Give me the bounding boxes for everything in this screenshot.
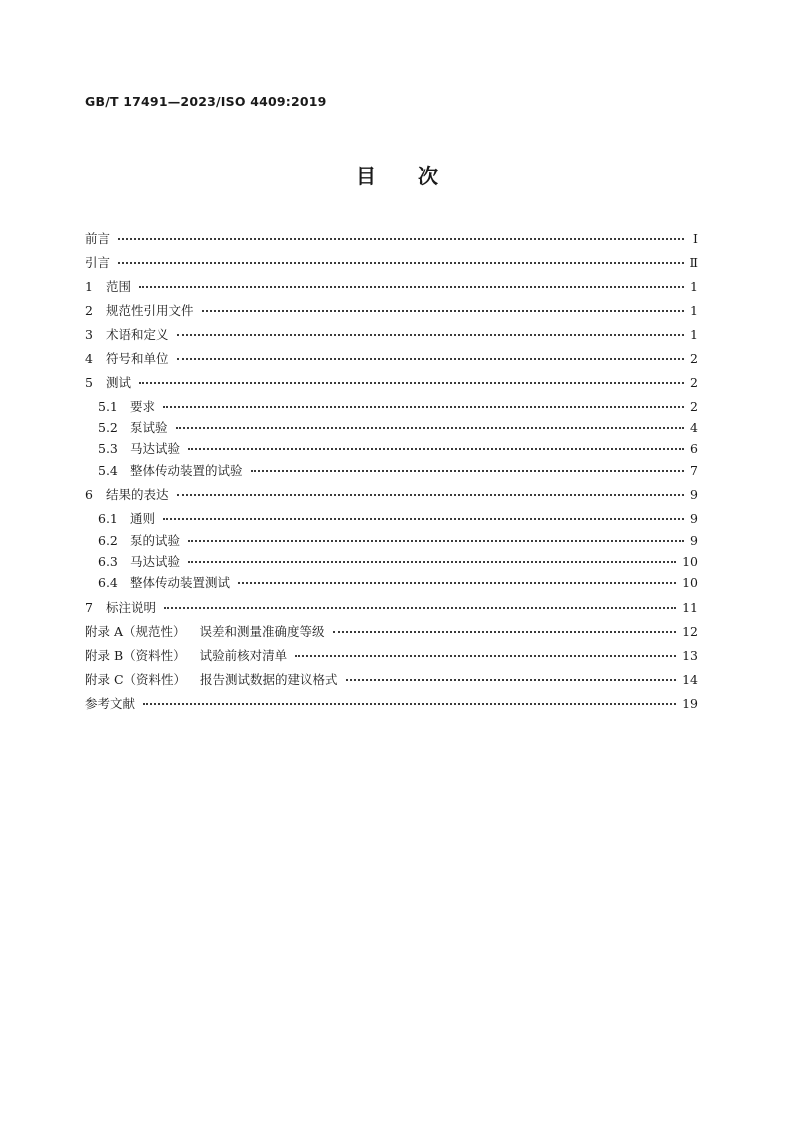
toc-leader-dots <box>176 427 684 429</box>
toc-page-number: Ⅰ <box>693 230 698 246</box>
toc-page-number: 9 <box>690 510 698 526</box>
toc-leader-dots <box>295 655 676 657</box>
toc-entry-label: 符号和单位 <box>106 351 169 366</box>
toc-page-number: 1 <box>690 278 698 294</box>
toc-leader-dots <box>163 406 684 408</box>
toc-entry-label: 误差和测量准确度等级 <box>199 624 325 639</box>
toc-section-number: 5.1 <box>98 398 118 414</box>
toc-leader-dots <box>251 470 684 472</box>
toc-entry-section-2[interactable] <box>85 300 698 320</box>
toc-section-number: 6 <box>85 486 93 502</box>
toc-page-number: 2 <box>690 398 698 414</box>
toc-leader-dots <box>346 679 677 681</box>
toc-section-number: 6.1 <box>98 510 118 526</box>
toc-page-number: 6 <box>690 440 698 456</box>
toc-entry-label: 整体传动装置测试 <box>130 575 231 590</box>
toc-entry-introduction[interactable] <box>85 252 698 272</box>
toc-page-number: 4 <box>690 419 698 435</box>
toc-leader-dots <box>188 540 684 542</box>
toc-entry-label: 标注说明 <box>106 600 157 615</box>
toc-entry-preface[interactable] <box>85 228 698 248</box>
toc-section-number: 5 <box>85 374 93 390</box>
toc-title-char-2: 次 <box>418 164 438 188</box>
toc-section-number: 6.3 <box>98 553 118 569</box>
toc-entry-section-5-4[interactable] <box>98 460 698 480</box>
toc-page-number: 2 <box>690 374 698 390</box>
toc-entry-section-3[interactable] <box>85 324 698 344</box>
toc-page-number: 12 <box>682 623 698 639</box>
toc-section-number: 5.3 <box>98 440 118 456</box>
toc-entry-label: 前言 <box>85 231 111 246</box>
toc-page-number: 10 <box>682 553 698 569</box>
toc-title-char-1: 目 <box>356 164 376 188</box>
toc-page-number: 7 <box>690 462 698 478</box>
toc-leader-dots <box>202 310 684 312</box>
toc-entry-appendix-c[interactable] <box>85 669 698 689</box>
toc-section-number: 7 <box>85 599 93 615</box>
toc-entry-label: 整体传动装置的试验 <box>130 463 243 478</box>
toc-entry-label: 泵试验 <box>130 420 168 435</box>
toc-section-number: 5.2 <box>98 419 118 435</box>
standard-code: GB/T 17491—2023/ISO 4409:2019 <box>85 94 327 109</box>
toc-entry-section-1[interactable] <box>85 276 698 296</box>
toc-entry-label: 引言 <box>85 255 111 270</box>
toc-leader-dots <box>333 631 677 633</box>
toc-entry-label: 结果的表达 <box>106 487 169 502</box>
toc-entry-label: 规范性引用文件 <box>106 303 194 318</box>
toc-entry-section-6-4[interactable] <box>98 572 698 592</box>
toc-page-number: 1 <box>690 326 698 342</box>
toc-entry-label: 测试 <box>106 375 132 390</box>
toc-page-number: 10 <box>682 574 698 590</box>
toc-leader-dots <box>118 262 683 264</box>
toc-page-number: 9 <box>690 532 698 548</box>
toc-section-number: 5.4 <box>98 462 118 478</box>
toc-appendix-prefix: 附录 B（资料性） <box>85 648 186 663</box>
toc-page-number: 9 <box>690 486 698 502</box>
toc-entry-section-5-1[interactable] <box>98 396 698 416</box>
toc-page-number: 11 <box>682 599 698 615</box>
toc-entry-label: 试验前核对清单 <box>199 648 288 663</box>
toc-entry-section-6-2[interactable] <box>98 530 698 550</box>
toc-entry-section-6[interactable] <box>85 484 698 504</box>
toc-entry-section-6-1[interactable] <box>98 508 698 528</box>
toc-entry-section-7[interactable] <box>85 597 698 617</box>
toc-entry-label: 要求 <box>130 399 156 414</box>
toc-entry-label: 通则 <box>130 511 156 526</box>
toc-entry-label: 马达试验 <box>130 554 181 569</box>
toc-leader-dots <box>177 494 684 496</box>
toc-entry-label: 马达试验 <box>130 441 181 456</box>
toc-appendix-prefix: 附录 C（资料性） <box>85 672 187 687</box>
toc-leader-dots <box>163 518 684 520</box>
toc-page-number: Ⅱ <box>689 254 698 270</box>
toc-entry-label: 术语和定义 <box>106 327 169 342</box>
toc-title <box>0 160 794 189</box>
toc-leader-dots <box>164 607 676 609</box>
toc-page-number: 13 <box>682 647 698 663</box>
toc-entry-section-5-2[interactable] <box>98 417 698 437</box>
toc-page-number: 19 <box>682 695 698 711</box>
toc-leader-dots <box>188 561 676 563</box>
toc-entry-section-5[interactable] <box>85 372 698 392</box>
toc-entry-section-5-3[interactable] <box>98 438 698 458</box>
toc-section-number: 6.4 <box>98 574 118 590</box>
toc-entry-appendix-a[interactable] <box>85 621 698 641</box>
toc-entry-label: 参考文献 <box>85 696 136 711</box>
toc-section-number: 4 <box>85 350 93 366</box>
toc-section-number: 6.2 <box>98 532 118 548</box>
toc-leader-dots <box>188 448 684 450</box>
toc-entry-section-4[interactable] <box>85 348 698 368</box>
toc-leader-dots <box>143 703 676 705</box>
toc-leader-dots <box>139 286 684 288</box>
toc-section-number: 2 <box>85 302 93 318</box>
toc-entry-label: 范围 <box>106 279 132 294</box>
toc-entry-label: 泵的试验 <box>130 533 181 548</box>
toc-appendix-prefix: 附录 A（规范性） <box>85 624 186 639</box>
toc-leader-dots <box>238 582 676 584</box>
toc-page-number: 14 <box>682 671 698 687</box>
toc-leader-dots <box>177 358 684 360</box>
toc-page-number: 1 <box>690 302 698 318</box>
toc-section-number: 1 <box>85 278 93 294</box>
toc-leader-dots <box>139 382 684 384</box>
toc-section-number: 3 <box>85 326 93 342</box>
toc-leader-dots <box>118 238 684 240</box>
toc-leader-dots <box>177 334 684 336</box>
toc-page-number: 2 <box>690 350 698 366</box>
toc-entry-bibliography[interactable] <box>85 693 698 713</box>
toc-entry-section-6-3[interactable] <box>98 551 698 571</box>
toc-entry-label: 报告测试数据的建议格式 <box>200 672 338 687</box>
toc-entry-appendix-b[interactable] <box>85 645 698 665</box>
